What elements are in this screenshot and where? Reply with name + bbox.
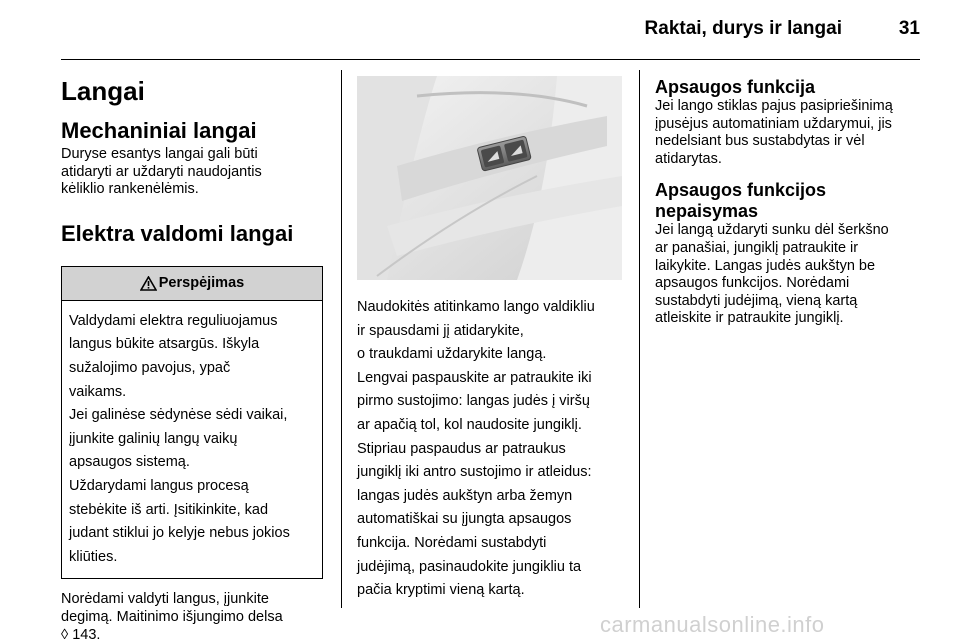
text-line: o traukdami uždarykite langą.	[357, 346, 623, 364]
text-line: Stipriau paspaudus ar patraukus	[357, 441, 623, 459]
heading-line: Apsaugos funkcijos	[655, 180, 925, 201]
page-number: 31	[899, 18, 920, 40]
heading-protection-function: Apsaugos funkcija	[655, 77, 925, 98]
text-line: stebėkite iš arti. Įsitikinkite, kad	[69, 502, 316, 520]
text-line: judėjimą, pasinaudokite jungikliu ta	[357, 559, 623, 577]
ignition-text	[61, 591, 323, 644]
section-heading: Langai	[61, 76, 323, 106]
text-line: langus būkite atsargūs. Iškyla	[69, 336, 316, 354]
warning-title: Perspėjimas	[159, 275, 244, 291]
text-line: vaikams.	[69, 384, 316, 402]
window-switch-illustration	[357, 76, 622, 280]
text-line: judant stiklui jo kelyje nebus jokios	[69, 525, 316, 543]
subheading-power-windows: Elektra valdomi langai	[61, 221, 323, 247]
text-line: atleiskite ir patraukite jungiklį.	[655, 310, 925, 328]
text-line: kėliklio rankenėlėmis.	[61, 181, 323, 199]
warning-paragraph	[69, 313, 316, 401]
text-line: jungiklį iki antro sustojimo ir atleidus:	[357, 464, 623, 482]
text-line: laikykite. Langas judės aukštyn be	[655, 258, 925, 276]
text-line: Jei galinėse sėdynėse sėdi vaikai,	[69, 407, 316, 425]
text-line: pirmo sustojimo: langas judės į viršų	[357, 393, 623, 411]
page-reference-link[interactable]: ◊ 143.	[61, 627, 323, 644]
override-text	[655, 222, 925, 328]
text-line: Lengvai paspauskite ar patraukite iki	[357, 370, 623, 388]
text-line: Valdydami elektra reguliuojamus	[69, 313, 316, 331]
text-line: atidaryti ar uždaryti naudojantis	[61, 164, 323, 182]
text-line: apsaugos funkcijos. Norėdami	[655, 275, 925, 293]
text-line: langas judės aukštyn arba žemyn	[357, 488, 623, 506]
column-3	[655, 77, 925, 328]
header-title: Raktai, durys ir langai	[645, 18, 842, 40]
warning-body	[62, 301, 322, 579]
text-line: Norėdami valdyti langus, įjunkite	[61, 591, 323, 609]
warning-header	[62, 267, 322, 301]
text-line: Duryse esantys langai gali būti	[61, 146, 323, 164]
text-line: sužalojimo pavojus, ypač	[69, 360, 316, 378]
paragraph	[357, 299, 623, 364]
column-divider-1	[341, 70, 342, 608]
heading-line: nepaisymas	[655, 201, 925, 222]
text-line: apsaugos sistemą.	[69, 454, 316, 472]
header-rule	[61, 59, 920, 60]
text-line: degimą. Maitinimo išjungimo delsa	[61, 609, 323, 627]
paragraph	[357, 370, 623, 435]
column-divider-2	[639, 70, 640, 608]
paragraph	[357, 441, 623, 600]
column-1	[61, 76, 323, 644]
switch-operation-text	[357, 299, 623, 600]
text-line: Jei langą uždaryti sunku dėl šerkšno	[655, 222, 925, 240]
text-line: funkcija. Norėdami sustabdyti	[357, 535, 623, 553]
text-line: ir spausdami jį atidarykite,	[357, 323, 623, 341]
manual-windows-text	[61, 146, 323, 199]
warning-paragraph	[69, 407, 316, 472]
warning-paragraph	[69, 478, 316, 566]
warning-box	[61, 266, 323, 580]
text-line: sustabdyti judėjimą, vieną kartą	[655, 293, 925, 311]
window-switch-photo	[357, 76, 622, 280]
text-line: ar apačią tol, kol naudosite jungiklį.	[357, 417, 623, 435]
text-line: kliūties.	[69, 549, 316, 567]
warning-triangle-icon	[140, 276, 157, 291]
text-line: Uždarydami langus procesą	[69, 478, 316, 496]
watermark: carmanualsonline.info	[600, 612, 825, 638]
text-line: ar panašiai, jungiklį patraukite ir	[655, 240, 925, 258]
subheading-manual-windows: Mechaniniai langai	[61, 118, 323, 144]
text-line: Jei lango stiklas pajus pasipriešinimą	[655, 98, 925, 116]
text-line: pačia kryptimi vieną kartą.	[357, 582, 623, 600]
heading-override	[655, 180, 925, 222]
column-2	[357, 76, 623, 600]
text-line: Naudokitės atitinkamo lango valdikliu	[357, 299, 623, 317]
protection-text	[655, 98, 925, 168]
text-line: įpusėjus automatiniam uždarymui, jis	[655, 116, 925, 134]
text-line: automatiškai su įjungta apsaugos	[357, 511, 623, 529]
text-line: atidarytas.	[655, 151, 925, 169]
text-line: įjunkite galinių langų vaikų	[69, 431, 316, 449]
text-line: nedelsiant bus sustabdytas ir vėl	[655, 133, 925, 151]
